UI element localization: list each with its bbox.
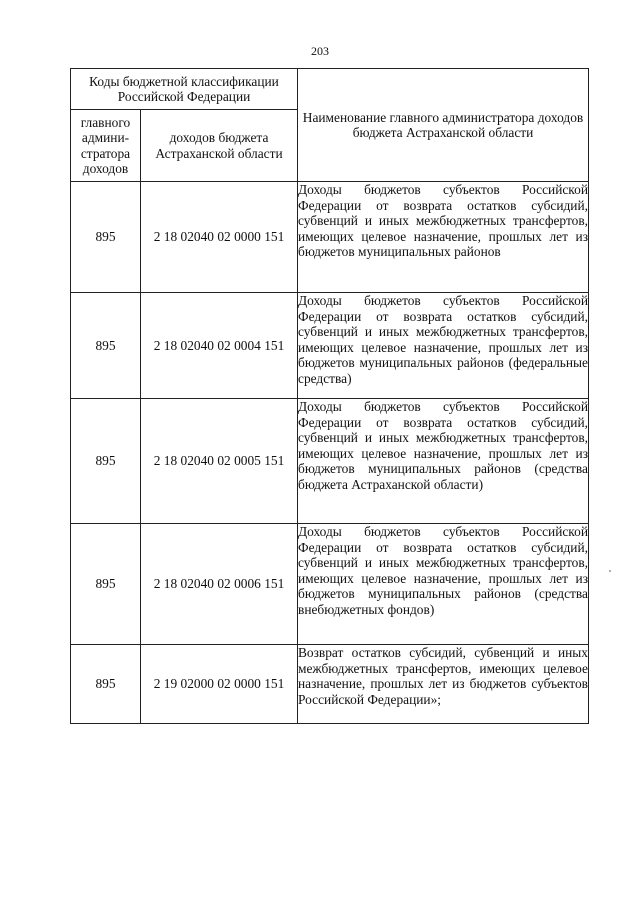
income-code-cell: 2 18 02040 02 0006 151 [141,524,298,645]
table-header-row [71,69,589,110]
header-codes: Коды бюджетной классификации Российской Федерации [71,69,298,110]
page-number: 203 [311,44,329,58]
table-row [71,645,589,724]
table-row [71,399,589,524]
admin-code-cell: 895 [71,182,141,293]
name-cell: Доходы бюджетов субъектов Российской Федерации от возврата остатков субсидий, субвенций и иных межбюджетных трансфертов, имеющих целевое назначение, прошлых лет из бюджетов муниципальных районов (федеральные средства) [298,293,589,399]
income-code-cell: 2 19 02000 02 0000 151 [141,645,298,724]
margin-mark [609,570,611,572]
table-row [71,524,589,645]
name-cell: Доходы бюджетов субъектов Российской Федерации от возврата остатков субсидий, субвенций и иных межбюджетных трансфертов, имеющих целевое назначение, прошлых лет из бюджетов муниципальных районов (средства внебюджетных фондов) [298,524,589,645]
table-row [71,293,589,399]
income-code-cell: 2 18 02040 02 0000 151 [141,182,298,293]
income-code-cell: 2 18 02040 02 0005 151 [141,399,298,524]
name-cell: Возврат остатков субсидий, субвенций и иных межбюджетных трансфертов, имеющих целевое назначение, прошлых лет из бюджетов субъектов Российской Федерации»; [298,645,589,724]
table-row [71,182,589,293]
header-income-code: доходов бюджета Астраханской области [141,110,298,182]
income-code-cell: 2 18 02040 02 0004 151 [141,293,298,399]
admin-code-cell: 895 [71,399,141,524]
admin-code-cell: 895 [71,293,141,399]
admin-code-cell: 895 [71,645,141,724]
admin-code-cell: 895 [71,524,141,645]
name-cell: Доходы бюджетов субъектов Российской Федерации от возврата остатков субсидий, субвенций и иных межбюджетных трансфертов, имеющих целевое назначение, прошлых лет из бюджетов муниципальных районов [298,182,589,293]
header-admin-code: главного админи- стратора доходов [71,110,141,182]
header-administrator-name: Наименование главного администратора доходов бюджета Астраханской области [298,69,589,182]
budget-codes-table [70,68,589,724]
name-cell: Доходы бюджетов субъектов Российской Федерации от возврата остатков субсидий, субвенций и иных межбюджетных трансфертов, имеющих целевое назначение, прошлых лет из бюджетов муниципальных районов (средства бюджета Астраханской области) [298,399,589,524]
